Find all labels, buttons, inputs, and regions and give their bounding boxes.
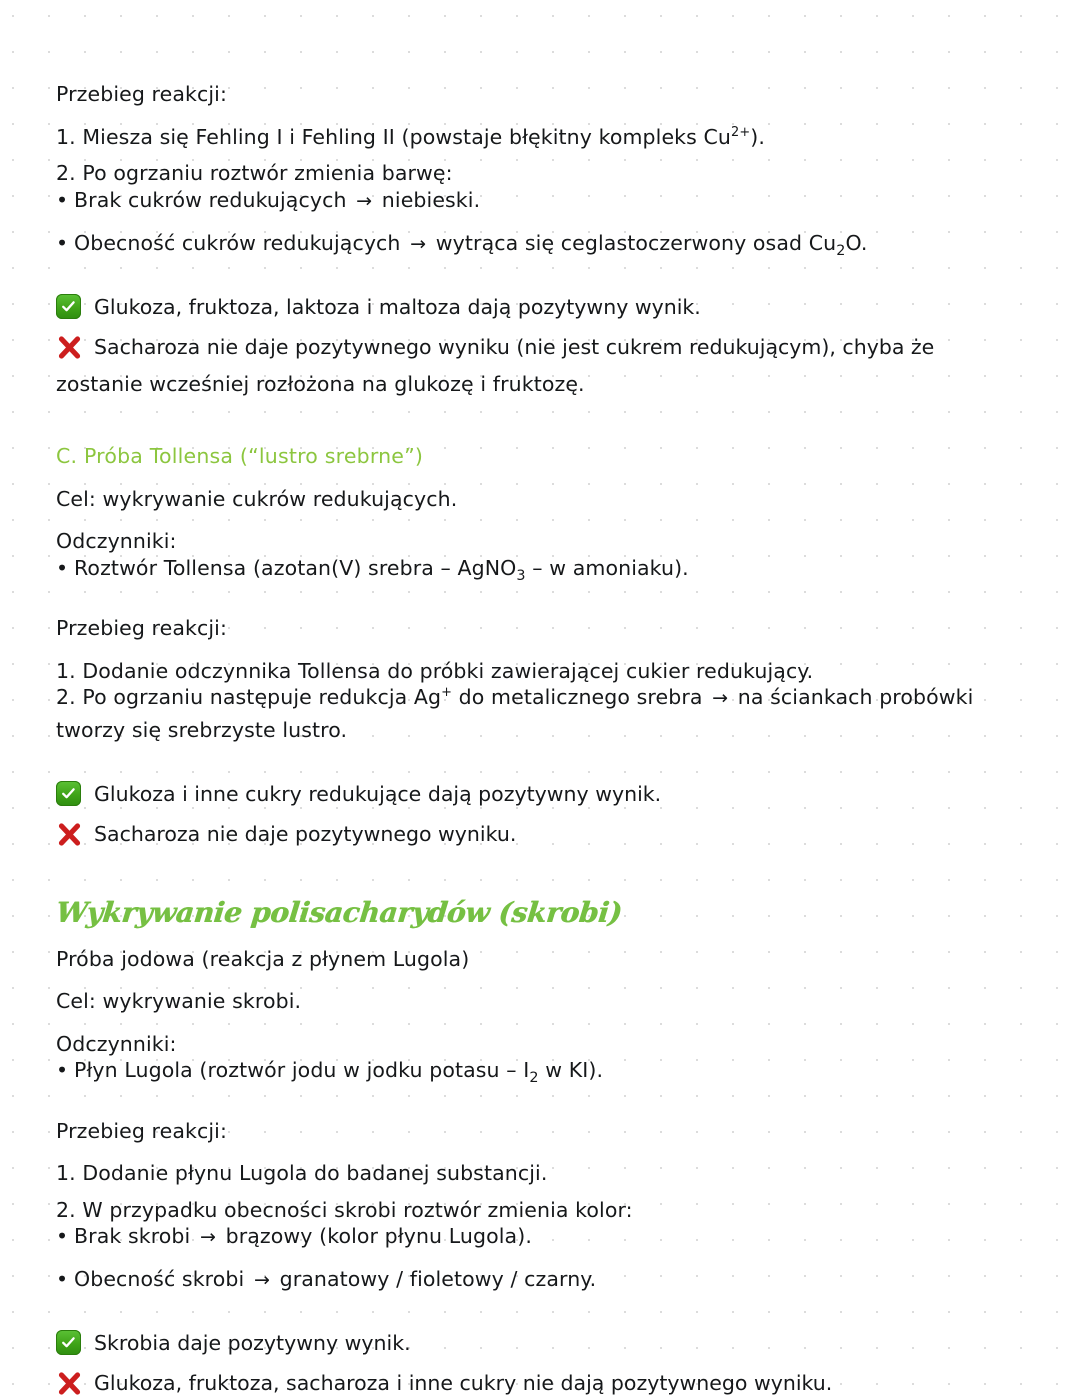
starch-result-positive: [56, 1330, 1036, 1358]
fehling-step-1: [56, 127, 1036, 148]
bullet-text: Obecność cukrów redukujących: [74, 231, 407, 255]
starch-section: [56, 899, 1036, 1398]
spacer: [56, 741, 1036, 781]
step-text: Dodanie płynu Lugola do badanej substancji.: [76, 1161, 548, 1185]
step-text-tail: na ściankach probówki: [731, 685, 973, 709]
spacer: [56, 509, 1036, 531]
tollens-step-1: [56, 661, 1036, 682]
subscript: 3: [516, 568, 525, 584]
spacer: [56, 467, 1036, 489]
step-text-mid: do metalicznego srebra: [452, 685, 709, 709]
subscript: 2: [529, 1070, 538, 1086]
result-text: Sacharoza nie daje pozytywnego wyniku.: [94, 824, 516, 846]
bullet-text-tail: niebieski.: [375, 188, 480, 212]
subscript: 2: [836, 243, 845, 259]
result-text: Glukoza, fruktoza, sacharoza i inne cukry nie dają pozytywnego wyniku.: [94, 1373, 832, 1395]
reagent-text: Roztwór Tollensa (azotan(V) srebra – AgNO: [74, 556, 516, 580]
spacer: [56, 639, 1036, 661]
spacer: [56, 1358, 1036, 1370]
arrow-icon: →: [709, 687, 731, 709]
bullet-icon: •: [56, 1269, 74, 1290]
check-icon: [56, 294, 84, 322]
arrow-icon: →: [197, 1226, 219, 1248]
spacer: [56, 927, 1036, 949]
bullet-text-tail: granatowy / fioletowy / czarny.: [273, 1267, 596, 1291]
bullet-icon: •: [56, 233, 74, 254]
starch-bullet-2: [56, 1269, 1036, 1290]
reagent-text-tail: w KI).: [539, 1058, 604, 1082]
section-spacer: [56, 849, 1036, 899]
check-icon: [56, 781, 84, 809]
spacer: [56, 254, 1036, 294]
reagent-text-tail: – w amoniaku).: [526, 556, 689, 580]
starch-reagents-label: Odczynniki:: [56, 1034, 1036, 1055]
section-spacer: [56, 394, 1036, 446]
result-text: Glukoza i inne cukry redukujące dają pozytywny wynik.: [94, 784, 661, 806]
arrow-icon: →: [407, 233, 429, 255]
fehling-bullet-1: [56, 190, 1036, 211]
step-number: 2.: [56, 1198, 76, 1222]
step-text: Po ogrzaniu następuje redukcja Ag: [76, 685, 441, 709]
bullet-icon: •: [56, 558, 74, 579]
spacer: [56, 1012, 1036, 1034]
starch-goal: Cel: wykrywanie skrobi.: [56, 991, 1036, 1012]
tollens-heading: C. Próba Tollensa (“lustro srebrne”): [56, 446, 1036, 467]
spacer: [56, 1141, 1036, 1163]
spacer: [56, 1290, 1036, 1330]
spacer: [56, 211, 1036, 233]
starch-step-1: [56, 1163, 1036, 1184]
tollens-course-heading: Przebieg reakcji:: [56, 618, 1036, 639]
cross-icon: [56, 821, 84, 849]
spacer: [56, 1247, 1036, 1269]
fehling-result-positive: [56, 294, 1036, 322]
starch-script-heading-wrapper: [56, 899, 1036, 927]
bullet-text: Obecność skrobi: [74, 1267, 251, 1291]
step-text-tail: ).: [750, 125, 765, 149]
tollens-reagents-label: Odczynniki:: [56, 531, 1036, 552]
arrow-icon: →: [251, 1269, 273, 1291]
fehling-section: [56, 84, 1036, 394]
step-text: W przypadku obecności skrobi roztwór zmienia kolor:: [76, 1198, 633, 1222]
fehling-result-continuation: zostanie wcześniej rozłożona na glukozę i fruktozę.: [56, 374, 1036, 395]
fehling-bullet-2: [56, 233, 1036, 254]
step-text: Miesza się Fehling I i Fehling II (powstaje błękitny kompleks Cu: [76, 125, 731, 149]
spacer: [56, 105, 1036, 127]
bullet-text: Brak skrobi: [74, 1224, 197, 1248]
spacer: [56, 809, 1036, 821]
starch-step-2: [56, 1200, 1036, 1221]
spacer: [56, 322, 1036, 334]
spacer: [56, 578, 1036, 618]
charge-superscript: +: [441, 685, 452, 700]
starch-script-heading: Wykrywanie polisacharydów (skrobi): [55, 899, 623, 927]
cross-icon: [56, 334, 84, 362]
starch-result-negative: [56, 1370, 1036, 1398]
tollens-section: [56, 446, 1036, 849]
step-number: 1.: [56, 659, 76, 683]
bullet-icon: •: [56, 190, 74, 211]
result-text: Skrobia daje pozytywny wynik.: [94, 1333, 411, 1355]
tollens-result-positive: [56, 781, 1036, 809]
bullet-text: Brak cukrów redukujących: [74, 188, 353, 212]
result-text: Sacharoza nie daje pozytywnego wyniku (nie jest cukrem redukującym), chyba że: [94, 337, 934, 359]
tollens-result-negative: [56, 821, 1036, 849]
bullet-icon: •: [56, 1226, 74, 1247]
note-content: [56, 84, 1036, 1398]
bullet-icon: •: [56, 1060, 74, 1081]
check-icon: [56, 1330, 84, 1358]
step-number: 2.: [56, 161, 76, 185]
starch-course-heading: Przebieg reakcji:: [56, 1121, 1036, 1142]
spacer: [56, 969, 1036, 991]
charge-superscript: 2+: [731, 125, 750, 140]
step-number: 1.: [56, 1161, 76, 1185]
fehling-step-2: [56, 163, 1036, 184]
step-text: Dodanie odczynnika Tollensa do próbki zawierającej cukier redukujący.: [76, 659, 813, 683]
starch-subtitle: Próba jodowa (reakcja z płynem Lugola): [56, 949, 1036, 970]
arrow-icon: →: [353, 190, 375, 212]
step-number: 2.: [56, 685, 76, 709]
fehling-result-negative: [56, 334, 1036, 362]
cross-icon: [56, 1370, 84, 1398]
tollens-step-continuation: tworzy się srebrzyste lustro.: [56, 720, 1036, 741]
fehling-course-heading: Przebieg reakcji:: [56, 84, 1036, 105]
step-text: Po ogrzaniu roztwór zmienia barwę:: [76, 161, 453, 185]
tollens-reagent-1: [56, 558, 1036, 579]
reagent-text: Płyn Lugola (roztwór jodu w jodku potasu – I: [74, 1058, 529, 1082]
tollens-step-2: [56, 687, 1036, 708]
bullet-text-tail: O.: [845, 231, 867, 255]
step-number: 1.: [56, 125, 76, 149]
starch-reagent-1: [56, 1060, 1036, 1081]
bullet-text-mid: wytrąca się ceglastoczerwony osad Cu: [429, 231, 836, 255]
starch-bullet-1: [56, 1226, 1036, 1247]
result-text: Glukoza, fruktoza, laktoza i maltoza dają pozytywny wynik.: [94, 297, 701, 319]
bullet-text-tail: brązowy (kolor płynu Lugola).: [219, 1224, 532, 1248]
spacer: [56, 1081, 1036, 1121]
tollens-goal: Cel: wykrywanie cukrów redukujących.: [56, 489, 1036, 510]
